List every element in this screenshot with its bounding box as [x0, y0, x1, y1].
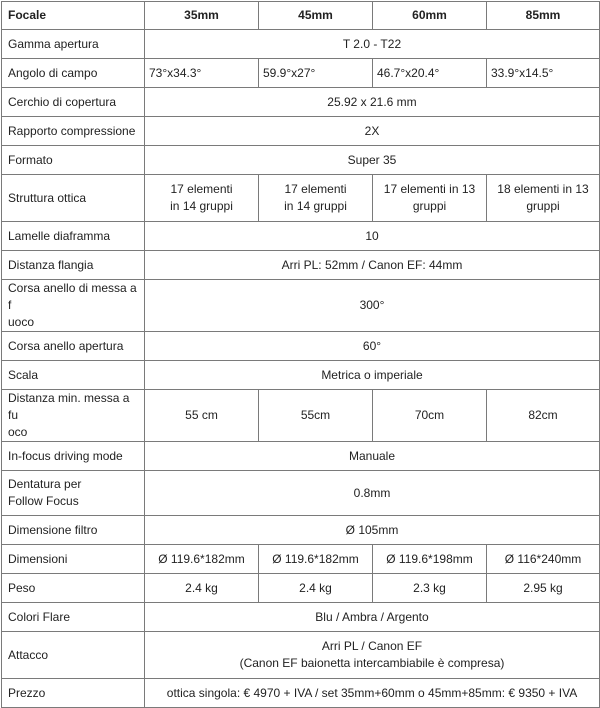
row-label: Dimensioni: [2, 545, 145, 574]
row-colori-flare: [2, 603, 600, 632]
header-row: [2, 2, 600, 30]
row-prezzo: [2, 679, 600, 708]
header-col-45mm: 45mm: [259, 2, 373, 30]
row-label: Rapporto compressione: [2, 117, 145, 146]
row-value-line: (Canon EF baionetta intercambiabile è compresa): [239, 656, 505, 670]
row-rapporto-compressione: [2, 117, 600, 146]
row-label-line: Distanza min. messa a fu: [8, 391, 130, 422]
row-value: 10: [145, 222, 600, 251]
row-label: Peso: [2, 574, 145, 603]
row-value-line: Arri PL / Canon EF: [321, 639, 423, 653]
row-dimensioni: [2, 545, 600, 574]
header-col-35mm: 35mm: [145, 2, 259, 30]
row-formato: [2, 146, 600, 175]
header-col-85mm: 85mm: [487, 2, 600, 30]
row-label-line: oco: [8, 425, 28, 439]
row-corsa-anello-apertura: [2, 332, 600, 361]
row-label: Attacco: [2, 632, 145, 679]
row-distanza-flangia: [2, 251, 600, 280]
row-value: Super 35: [145, 146, 600, 175]
cell-85mm: 2.95 kg: [487, 574, 600, 603]
row-value: Ø 105mm: [145, 516, 600, 545]
row-gamma-apertura: [2, 30, 600, 59]
row-value: Manuale: [145, 442, 600, 471]
cell-35mm: 55 cm: [145, 390, 259, 442]
cell-line: 17 elementi: [284, 182, 347, 196]
row-label: Angolo di campo: [2, 59, 145, 88]
header-label: Focale: [2, 2, 145, 30]
lens-spec-table: [1, 1, 600, 708]
row-value: Arri PL: 52mm / Canon EF: 44mm: [145, 251, 600, 280]
cell-85mm: 82cm: [487, 390, 600, 442]
cell-line: 18 elementi in 13: [497, 182, 589, 196]
row-label: Cerchio di copertura: [2, 88, 145, 117]
cell-45mm: 2.4 kg: [259, 574, 373, 603]
row-label: Struttura ottica: [2, 175, 145, 222]
cell-line: gruppi: [526, 199, 560, 213]
row-label: [2, 390, 145, 442]
row-distanza-min-messa-a-fuoco: [2, 390, 600, 442]
row-label: Scala: [2, 361, 145, 390]
row-label: Distanza flangia: [2, 251, 145, 280]
row-corsa-anello-messa-a-fuoco: [2, 280, 600, 332]
row-label-line: Follow Focus: [8, 494, 79, 508]
row-value: 2X: [145, 117, 600, 146]
cell-60mm: Ø 119.6*198mm: [373, 545, 487, 574]
row-value: 0.8mm: [145, 471, 600, 516]
row-dentatura-follow-focus: [2, 471, 600, 516]
row-value: 300°: [145, 280, 600, 332]
cell-60mm: 70cm: [373, 390, 487, 442]
cell-60mm: 46.7°x20.4°: [373, 59, 487, 88]
cell-60mm: [373, 175, 487, 222]
row-attacco: [2, 632, 600, 679]
row-in-focus-driving-mode: [2, 442, 600, 471]
row-struttura-ottica: [2, 175, 600, 222]
cell-line: 17 elementi: [170, 182, 233, 196]
row-label: Formato: [2, 146, 145, 175]
row-lamelle-diaframma: [2, 222, 600, 251]
row-label: [2, 280, 145, 332]
row-value: Metrica o imperiale: [145, 361, 600, 390]
row-label: Corsa anello apertura: [2, 332, 145, 361]
row-value: 60°: [145, 332, 600, 361]
row-peso: [2, 574, 600, 603]
row-label: [2, 471, 145, 516]
row-value: 25.92 x 21.6 mm: [145, 88, 600, 117]
cell-45mm: 55cm: [259, 390, 373, 442]
row-value: T 2.0 - T22: [145, 30, 600, 59]
cell-35mm: [145, 175, 259, 222]
cell-line: in 14 gruppi: [284, 199, 347, 213]
cell-35mm: Ø 119.6*182mm: [145, 545, 259, 574]
row-value: ottica singola: € 4970 + IVA / set 35mm+60mm o 45mm+85mm: € 9350 + IVA: [145, 679, 600, 708]
cell-85mm: 33.9°x14.5°: [487, 59, 600, 88]
row-label: Prezzo: [2, 679, 145, 708]
row-label-line: Corsa anello di messa a f: [8, 281, 137, 312]
row-angolo-di-campo: [2, 59, 600, 88]
cell-45mm: [259, 175, 373, 222]
row-label: Dimensione filtro: [2, 516, 145, 545]
row-scala: [2, 361, 600, 390]
cell-85mm: [487, 175, 600, 222]
row-dimensione-filtro: [2, 516, 600, 545]
row-value: [145, 632, 600, 679]
cell-35mm: 2.4 kg: [145, 574, 259, 603]
header-col-60mm: 60mm: [373, 2, 487, 30]
cell-60mm: 2.3 kg: [373, 574, 487, 603]
cell-45mm: Ø 119.6*182mm: [259, 545, 373, 574]
cell-line: 17 elementi in 13: [383, 182, 476, 196]
row-cerchio-di-copertura: [2, 88, 600, 117]
row-label: Gamma apertura: [2, 30, 145, 59]
cell-35mm: 73°x34.3°: [145, 59, 259, 88]
row-label: In-focus driving mode: [2, 442, 145, 471]
cell-85mm: Ø 116*240mm: [487, 545, 600, 574]
cell-45mm: 59.9°x27°: [259, 59, 373, 88]
cell-line: gruppi: [412, 199, 447, 213]
row-label: Colori Flare: [2, 603, 145, 632]
cell-line: in 14 gruppi: [170, 199, 233, 213]
row-value: Blu / Ambra / Argento: [145, 603, 600, 632]
row-label-line: uoco: [8, 315, 35, 329]
row-label: Lamelle diaframma: [2, 222, 145, 251]
row-label-line: Dentatura per: [8, 477, 82, 491]
